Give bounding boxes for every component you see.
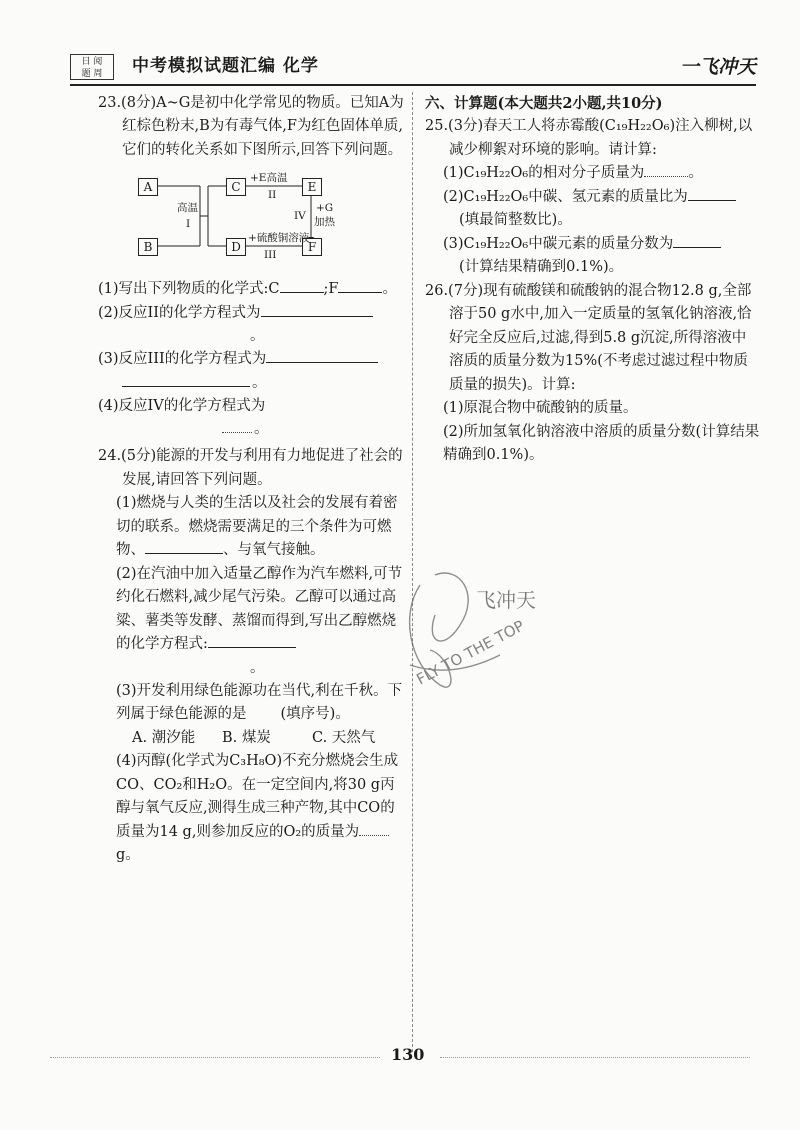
reaction-4-condition-heat: 加热	[314, 216, 335, 229]
question-23-part-4	[98, 395, 406, 418]
reaction-4-condition-reagent: +G	[316, 202, 334, 215]
question-24-part-2	[98, 563, 406, 657]
period-mark: 。	[254, 421, 269, 438]
q24-part-4-end: g。	[116, 847, 140, 864]
question-25-stem: 25.(3分)春天工人将赤霉酸(C₁₉H₂₂O₆)注入柳树,以减少柳絮对环境的影响。请计算:	[425, 118, 753, 158]
answer-blank-reaction-4-cont[interactable]	[222, 418, 252, 433]
reaction-1-label: I	[186, 218, 191, 231]
question-25-part-1	[425, 162, 760, 185]
right-column	[425, 92, 760, 468]
answer-blank-f[interactable]	[338, 278, 382, 293]
question-23-part-2	[98, 302, 406, 325]
question-24	[98, 445, 406, 867]
option-a[interactable]: A. 潮汐能	[132, 729, 196, 746]
question-24-part-1	[98, 492, 406, 562]
question-26-part-1: (1)原混合物中硫酸钠的质量。	[443, 400, 638, 417]
box-b: B	[138, 238, 158, 256]
answer-blank-reaction-3-cont[interactable]	[122, 372, 250, 387]
reaction-1-condition: 高温	[177, 202, 198, 215]
box-d: D	[226, 238, 246, 256]
header-title: 中考模拟试题汇编 化学	[132, 56, 319, 76]
reaction-3-condition: +硫酸铜溶液	[248, 232, 310, 245]
question-24-part-3	[98, 680, 406, 727]
reaction-3-label: III	[264, 249, 277, 262]
header-logo: 日 阅 题 周	[70, 54, 114, 80]
q23-part-4-text: (4)反应IV的化学方程式为	[98, 397, 266, 414]
option-c[interactable]: C. 天然气	[312, 729, 376, 746]
answer-blank-mass-ratio[interactable]	[688, 186, 736, 201]
period-mark: 。	[250, 659, 265, 676]
question-24-stem: 24.(5分)能源的开发与利用有力地促进了社会的发展,请回答下列问题。	[98, 448, 403, 488]
q23-part-1-end: 。	[382, 281, 397, 298]
footer-dotted-line-right	[440, 1057, 750, 1058]
q25-part-1-text: (1)C₁₉H₂₂O₆的相对分子质量为	[443, 165, 645, 182]
question-26	[425, 280, 760, 468]
answer-blank-green-energy[interactable]	[247, 704, 281, 718]
q23-part-1-text: (1)写出下列物质的化学式:C	[98, 281, 280, 298]
answer-blank-oxygen-mass[interactable]	[359, 821, 389, 836]
answer-blank-reaction-2-cont[interactable]	[116, 325, 248, 339]
q23-part-1-mid: ;F	[323, 281, 339, 298]
question-26-stem: 26.(7分)现有硫酸镁和硫酸钠的混合物12.8 g,全部溶于50 g水中,加入一定质量的氢氧化钠溶液,恰好完全反应后,过滤,得到5.8 g沉淀,所得溶液中溶质的质量分数为15%(不考虑过滤过程中物质质量的损失)。计算:	[425, 282, 752, 393]
q24-part-2-text: (2)在汽油中加入适量乙醇作为汽车燃料,可节约化石燃料,减少尾气污染。乙醇可以通过高粱、薯类等发酵、蒸馏而得到,写出乙醇燃烧的化学方程式:	[116, 565, 403, 653]
q24-part-3-end: (填序号)。	[280, 706, 350, 723]
answer-line-reaction-2	[98, 325, 406, 348]
column-divider	[412, 92, 413, 1052]
period-mark: 。	[252, 374, 267, 391]
page-header	[70, 50, 756, 86]
q25-part-3-text: (3)C₁₉H₂₂O₆中碳元素的质量分数为	[443, 235, 674, 252]
box-e: E	[302, 178, 322, 196]
question-23-part-1	[98, 278, 406, 301]
q25-part-2-text: (2)C₁₉H₂₂O₆中碳、氢元素的质量比为	[443, 188, 688, 205]
question-23-stem: 23.(8分)A~G是初中化学常见的物质。已知A为红棕色粉末,B为有毒气体,F为红色固体单质,它们的转化关系如下图所示,回答下列问题。	[98, 95, 404, 158]
q24-part-1-text: (1)燃烧与人类的生活以及社会的发展有着密切的联系。燃烧需要满足的三个条件为可燃物、	[116, 495, 398, 559]
answer-line-reaction-3	[98, 372, 406, 395]
reaction-2-label: II	[268, 189, 277, 202]
box-f: F	[302, 238, 322, 256]
reaction-2-condition: +E高温	[250, 172, 288, 185]
answer-line-reaction-4	[98, 418, 406, 441]
question-23-part-3	[98, 348, 406, 371]
box-a: A	[138, 178, 158, 196]
fly-to-the-top-watermark	[390, 555, 560, 725]
question-25	[425, 115, 760, 279]
question-25-part-3	[425, 233, 760, 256]
answer-blank-molar-mass[interactable]	[644, 162, 688, 177]
answer-blank-reaction-2[interactable]	[261, 302, 373, 317]
q23-part-3-text: (3)反应III的化学方程式为	[98, 351, 267, 368]
box-c: C	[226, 178, 246, 196]
answer-blank-carbon-fraction[interactable]	[673, 233, 721, 248]
answer-line-ethanol-equation	[98, 657, 406, 680]
period-mark: 。	[250, 328, 265, 345]
q24-part-3-text: (3)开发利用绿色能源功在当代,利在千秋。下列属于绿色能源的是	[116, 682, 403, 723]
question-24-part-4	[98, 750, 406, 867]
page-number: 130	[391, 1045, 425, 1064]
reaction-4-label: IV	[294, 210, 306, 223]
q24-part-4-text: (4)丙醇(化学式为C₃H₈O)不充分燃烧会生成CO、CO₂和H₂O。在一定空间内,将30 g丙醇与氧气反应,测得生成三种产物,其中CO的质量为14 g,则参加反应的O₂的质量为	[116, 753, 399, 840]
answer-blank-c[interactable]	[280, 278, 324, 293]
answer-blank-combustion-condition[interactable]	[145, 539, 223, 554]
left-column	[98, 92, 406, 868]
question-26-part-2: (2)所加氢氧化钠溶液中溶质的质量分数(计算结果精确到0.1%)。	[443, 423, 760, 464]
brand-name: 一飞冲天	[679, 56, 756, 78]
conversion-diagram	[98, 172, 406, 264]
watermark-chinese: 飞冲天	[476, 588, 536, 612]
question-23	[98, 92, 406, 441]
q24-part-1-end: 、与氧气接触。	[223, 542, 325, 559]
question-25-part-2-note: (填最简整数比)。	[459, 212, 572, 229]
answer-blank-reaction-4[interactable]	[265, 396, 377, 410]
question-25-part-2	[425, 186, 760, 209]
answer-blank-reaction-3[interactable]	[266, 348, 378, 363]
section-6-title: 六、计算题(本大题共2小题,共10分)	[425, 95, 663, 112]
option-b[interactable]: B. 煤炭	[222, 729, 271, 746]
footer-dotted-line-left	[50, 1057, 380, 1058]
q23-part-2-text: (2)反应II的化学方程式为	[98, 304, 261, 321]
q25-part-1-end: 。	[688, 165, 703, 182]
question-24-options	[98, 727, 406, 750]
answer-blank-ethanol-equation[interactable]	[208, 633, 296, 648]
watermark-english: FLY TO THE TOP	[413, 616, 528, 689]
question-25-part-3-note: (计算结果精确到0.1%)。	[459, 259, 624, 276]
